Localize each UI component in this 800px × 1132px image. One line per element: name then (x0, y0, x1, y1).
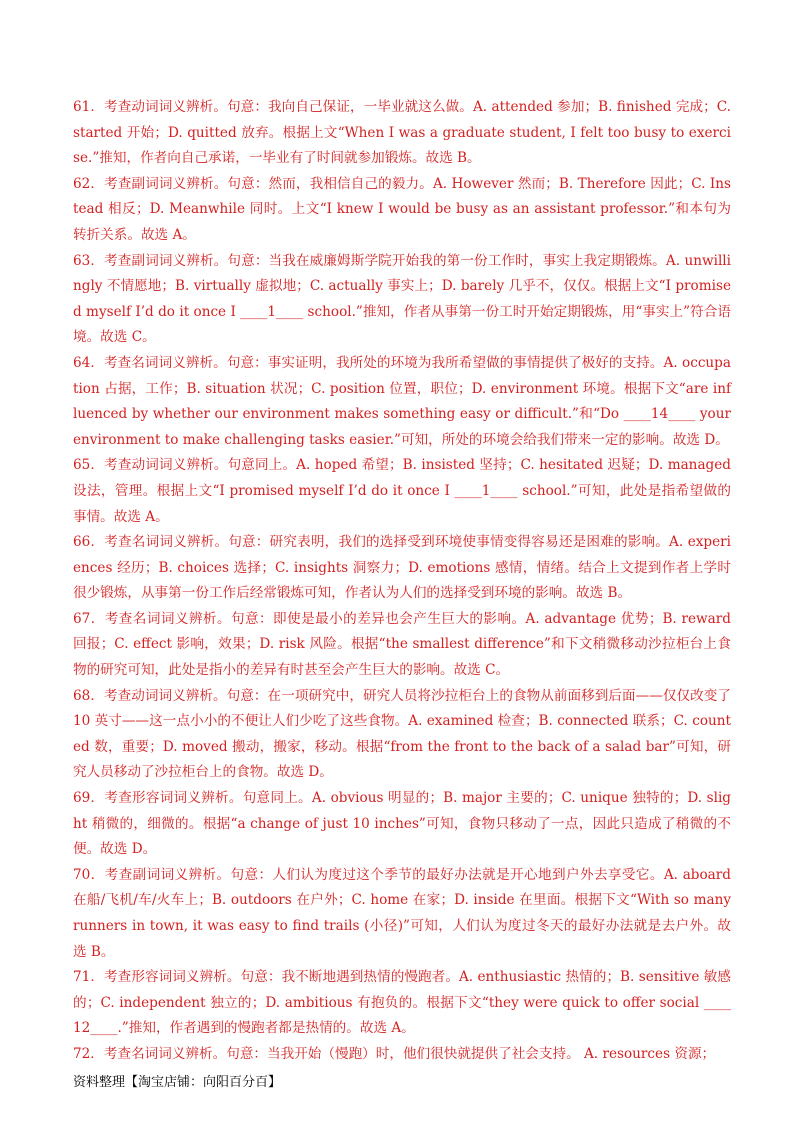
explanation-69: 69．考查形容词词义辨析。句意同上。A. obvious 明显的；B. major 主要的；C. unique 独特的；D. slight 稍微的，细微的。根据“a change of just 10 inches”可知，食物只移动了一点，因此只造成了稍微的不便。故选 D。 (73, 790, 731, 858)
explanation-66: 66．考查名词词义辨析。句意：研究表明，我们的选择受到环境使事情变得容易还是困难的影响。A. experiences 经历；B. choices 选择；C. insights 洞察力；D. emotions 感情，情绪。结合上文提到作者上学时很少锻炼，从事第一份工作后经常锻炼可知，作者认为人们的选择受到环境的影响。故选 B。 (73, 534, 731, 602)
explanation-61: 61．考查动词词义辨析。句意：我向自己保证，一毕业就这么做。A. attended 参加；B. finished 完成；C. started 开始；D. quitted 放弃。根据上文“When I was a graduate student, I felt too busy to exercise.”推知，作者向自己承诺，一毕业有了时间就参加锻炼。故选 B。 (73, 99, 731, 167)
explanation-65: 65．考查动词词义辨析。句意同上。A. hoped 希望；B. insisted 坚持；C. hesitated 迟疑；D. managed 设法，管理。根据上文“I promised myself I’d do it once I ____1____ school.”可知，此处是指希望做的事情。故选 A。 (73, 457, 731, 525)
page-footer: 资料整理【淘宝店铺：向阳百分百】 (73, 1075, 282, 1090)
explanation-68: 68．考查动词词义辨析。句意：在一项研究中，研究人员将沙拉柜台上的食物从前面移到后面——仅仅改变了 10 英寸——这一点小小的不便让人们少吃了这些食物。A. examined 检查；B. connected 联系；C. counted 数，重要；D. moved 搬动，搬家，移动。根据“from the front to the back of a salad bar”可知，研究人员移动了沙拉柜台上的食物。故选 D。 (73, 687, 731, 781)
explanation-72: 72．考查名词词义辨析。句意：当我开始（慢跑）时，他们很快就提供了社会支持。 A. resources 资源； (73, 1045, 716, 1062)
answer-explanations (73, 95, 731, 1068)
explanation-62: 62．考查副词词义辨析。句意：然而，我相信自己的毅力。A. However 然而；B. Therefore 因此；C. Instead 相反；D. Meanwhile 同时。上文“I knew I would be busy as an assistant professor.”和本句为转折关系。故选 A。 (73, 175, 731, 243)
explanation-63: 63．考查副词词义辨析。句意：当我在威廉姆斯学院开始我的第一份工作时，事实上我定期锻炼。A. unwillingly 不情愿地；B. virtually 虚拟地；C. actually 事实上；D. barely 几乎不，仅仅。根据上文“I promised myself I’d do it once I ____1____ school.”推知，作者从事第一份工时开始定期锻炼，用“事实上”符合语境。故选 C。 (73, 252, 731, 346)
explanation-70: 70．考查副词词义辨析。句意：人们认为度过这个季节的最好办法就是开心地到户外去享受它。A. aboard 在船/飞机/车/火车上；B. outdoors 在户外；C. home 在家；D. inside 在里面。根据下文“With so many runners in town, it was easy to find trails (小径)”可知，人们认为度过冬天的最好办法就是去户外。故选 B。 (73, 866, 731, 960)
explanation-71: 71．考查形容词词义辨析。句意：我不断地遇到热情的慢跑者。A. enthusiastic 热情的；B. sensitive 敏感的；C. independent 独立的；D. ambitious 有抱负的。根据下文“they were quick to offer social ____12____.”推知，作者遇到的慢跑者都是热情的。故选 A。 (73, 969, 731, 1037)
explanation-67: 67．考查名词词义辨析。句意：即使是最小的差异也会产生巨大的影响。A. advantage 优势；B. reward 回报；C. effect 影响，效果；D. risk 风险。根据“the smallest difference”和下文稍微移动沙拉柜台上食物的研究可知，此处是指小的差异有时甚至会产生巨大的影响。故选 C。 (73, 610, 731, 679)
explanation-64: 64．考查名词词义辨析。句意：事实证明，我所处的环境为我所希望做的事情提供了极好的支持。A. occupation 占据，工作；B. situation 状况；C. position 位置，职位；D. environment 环境。根据下文“are influenced by whether our environment makes something easy or difficult.”和“Do ____14____ your environment to make challenging tasks easier.”可知，所处的环境会给我们带来一定的影响。故选 D。 (73, 354, 731, 448)
